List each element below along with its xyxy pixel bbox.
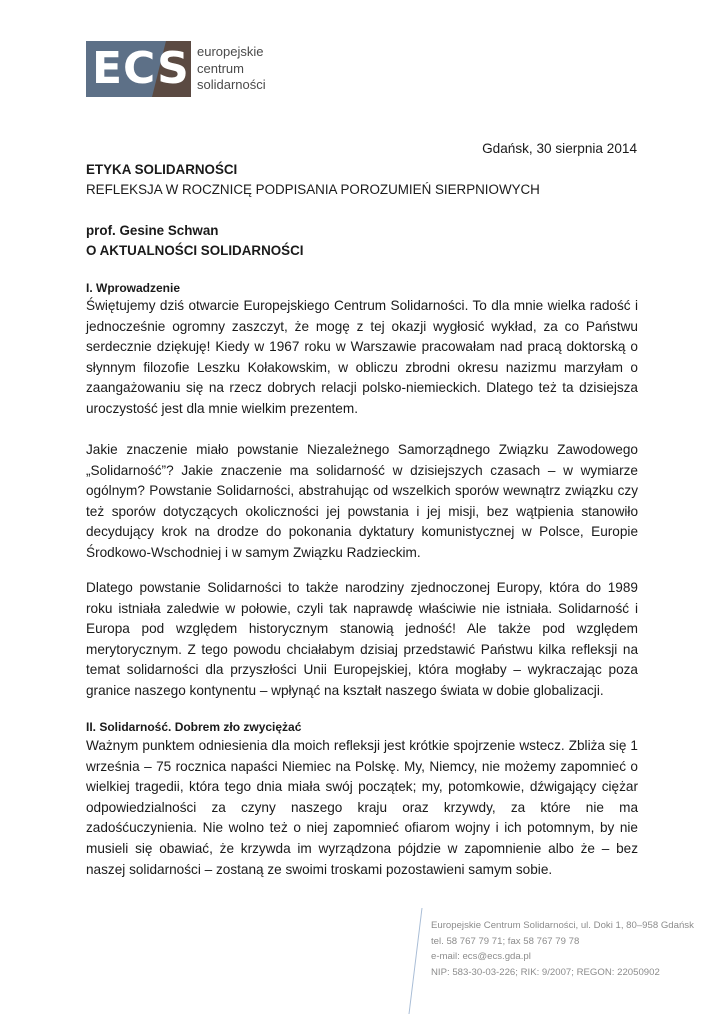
- footer-contact: [405, 906, 705, 1016]
- footer-registry: NIP: 583-30-03-226; RIK: 9/2007; REGON: 22050902: [431, 966, 660, 978]
- paragraph: Dlatego powstanie Solidarności to także narodziny zjednoczonej Europy, która do 1989 roku istniała zaledwie w połowie, czyli tak naprawdę właściwie nie istniała. Solidarność i Europa pod względem historycznym stanowią jedność! Ale także pod względem merytorycznym. Z tego powodu chciałabym dzisiaj przedstawić Państwu kilka refleksji na temat solidarności dla przyszłości Unii Europejskiej, która mogłaby – wykraczając poza granice naszego kontynentu – wpłynąć na kształt naszego świata w dobie globalizacji.: [86, 580, 638, 698]
- footer-email: e-mail: ecs@ecs.gda.pl: [431, 951, 531, 963]
- title-line-sub: REFLEKSJA W ROCZNICĘ PODPISANIA POROZUMIEŃ SIERPNIOWYCH: [86, 182, 540, 197]
- author-block: [86, 221, 638, 261]
- logo-mark: [86, 41, 191, 97]
- document-date: Gdańsk, 30 sierpnia 2014: [482, 141, 637, 156]
- logo-wordmark: [197, 44, 266, 94]
- paragraph: Ważnym punktem odniesienia dla moich refleksji jest krótkie spojrzenie wstecz. Zbliża się 1 września – 75 rocznica napaści Niemiec na Polskę. My, Niemcy, nie możemy zapomnieć o wielkiej tragedii, która tego dnia miała swój początek; my, potomkowie, dźwigający ciężar odpowiedzialności za czyny naszego kraju oraz krzywdy, za które nie ma zadośćuczynienia. Nie wolno też o niej zapomnieć ofiarom wojny i ich potomnym, by nie musieli się obawiać, że krzywda im wyrządzona pójdzie w zapomnienie albo że – bez naszej solidarności – zostaną ze swoimi troskami pozostawieni samym sobie.: [86, 738, 638, 877]
- footer-divider-line: [405, 906, 425, 1016]
- footer-address: Europejskie Centrum Solidarności, ul. Doki 1, 80–958 Gdańsk: [431, 920, 694, 931]
- logo-text-line: centrum: [197, 60, 244, 76]
- author-name: prof. Gesine Schwan: [86, 223, 219, 238]
- logo-text-line: europejskie: [197, 44, 264, 59]
- paragraph: Jakie znaczenie miało powstanie Niezależnego Samorządnego Związku Zawodowego „Solidarność”? Jakie znaczenie ma solidarność w dzisiejszych czasach – w wymiarze ogólnym? Powstanie Solidarności, abstrahując od wszelkich sporów wewnątrz związku czy też sporów dotyczących okoliczności jej powstania i jej misji, bez wątpienia stanowiło decydujący krok na drodze do pokonania dyktatury komunistycznej w Polsce, Europie Środkowo-Wschodniej i w samym Związku Radzieckim.: [86, 442, 638, 560]
- ecs-logo: [86, 41, 271, 97]
- title-line-main: ETYKA SOLIDARNOŚCI: [86, 162, 238, 177]
- section-heading: I. Wprowadzenie: [86, 281, 181, 295]
- lecture-title: O AKTUALNOŚCI SOLIDARNOŚCI: [86, 243, 304, 258]
- document-title: [86, 160, 638, 200]
- footer-text: [431, 918, 694, 980]
- logo-letters: ECS: [92, 43, 190, 94]
- logo-text-line: solidarności: [197, 77, 266, 92]
- footer-phone: tel. 58 767 79 71; fax 58 767 79 78: [431, 935, 580, 947]
- section-heading: II. Solidarność. Dobrem zło zwyciężać: [86, 720, 302, 734]
- paragraph: Świętujemy dziś otwarcie Europejskiego Centrum Solidarności. To dla mnie wielka radość i jednocześnie ogromny zaszczyt, że mogę z tej okazji wygłosić wykład, za co Państwu serdecznie dziękuję! Kiedy w 1967 roku w Warszawie pracowałam nad pracą doktorską o słynnym filozofie Leszku Kołakowskim, w obliczu zbrodni okresu nazizmu marzyłam o zaangażowaniu się na rzecz dobrych relacji polsko-niemieckich. Dlatego też ta dzisiejsza uroczystość jest dla mnie wielkim prezentem.: [86, 298, 638, 416]
